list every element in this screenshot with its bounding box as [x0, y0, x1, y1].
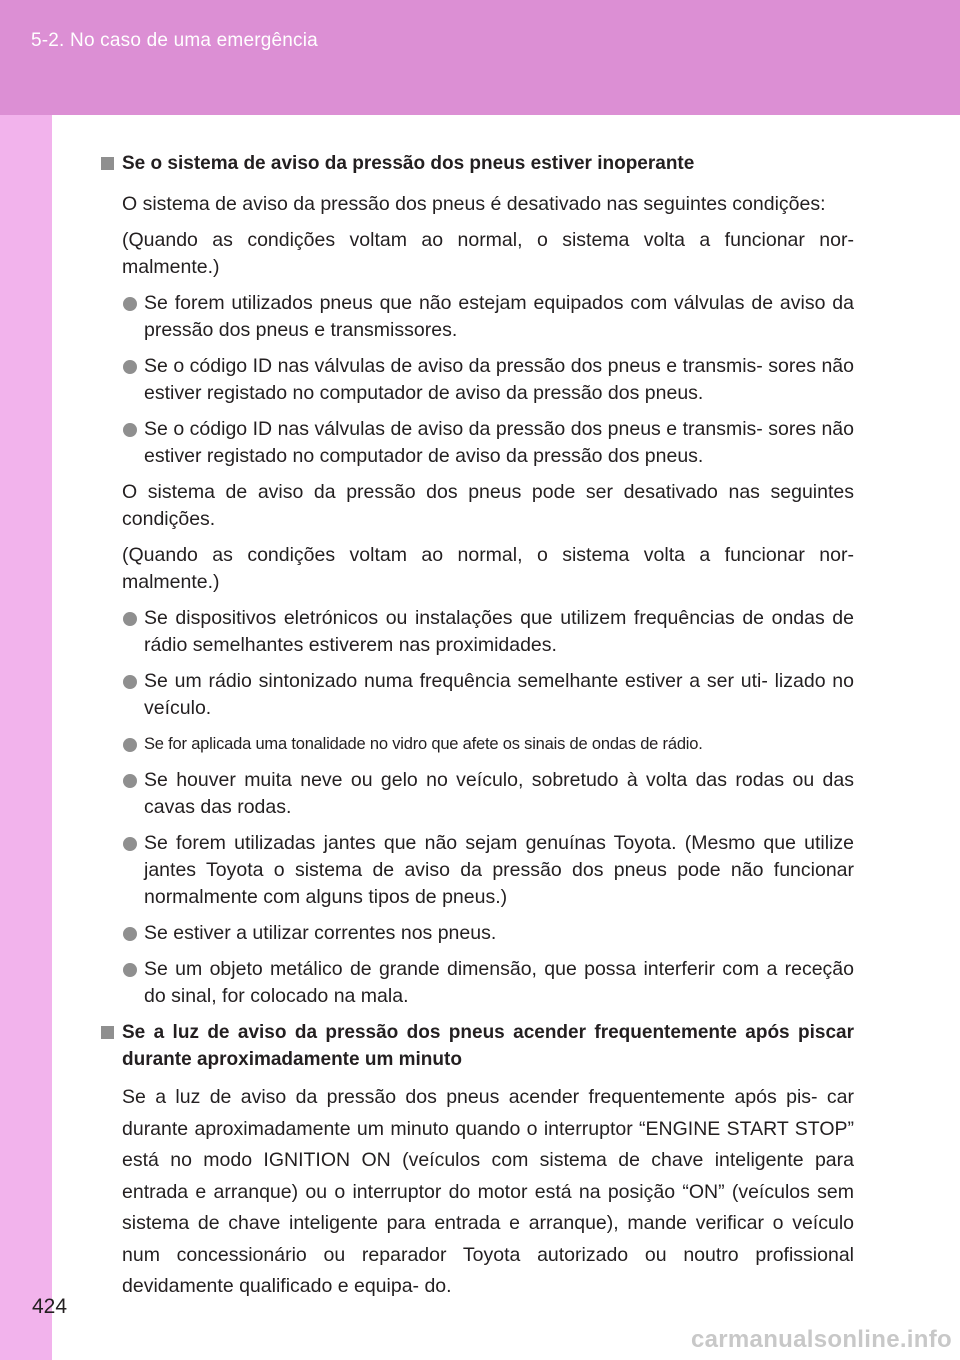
- circle-bullet-icon: [123, 738, 137, 752]
- page-content: [100, 150, 854, 1303]
- list-item: Se dispositivos eletrónicos ou instalações que utilizem frequências de ondas de rádio semelhantes estiverem nas proximidades.: [144, 605, 854, 659]
- list-item: Se o código ID nas válvulas de aviso da pressão dos pneus e transmis- sores não estiver registado no computador de aviso da pressão dos pneus.: [144, 353, 854, 407]
- chapter-title: 5-2. No caso de uma emergência: [31, 30, 318, 51]
- list-item: Se um rádio sintonizado numa frequência semelhante estiver a ser uti- lizado no veículo.: [144, 668, 854, 722]
- circle-bullet-icon: [123, 423, 137, 437]
- side-margin-strip: [0, 115, 52, 1360]
- watermark-text: carmanualsonline.info: [690, 1326, 952, 1353]
- list-item: Se for aplicada uma tonalidade no vidro que afete os sinais de ondas de rádio.: [144, 731, 854, 758]
- section-heading-inoperante: Se o sistema de aviso da pressão dos pneus estiver inoperante: [100, 150, 854, 177]
- circle-bullet-icon: [123, 837, 137, 851]
- paragraph-note: (Quando as condições voltam ao normal, o sistema volta a funcionar nor- malmente.): [122, 544, 854, 593]
- section-heading-frequente: Se a luz de aviso da pressão dos pneus acender frequentemente após piscar durante aproximadamente um minuto: [100, 1019, 854, 1073]
- circle-bullet-icon: [123, 360, 137, 374]
- page-number: 424: [32, 1295, 68, 1318]
- list-item: Se um objeto metálico de grande dimensão, que possa interferir com a receção do sinal, for colocado na mala.: [144, 956, 854, 1010]
- circle-bullet-icon: [123, 612, 137, 626]
- list-item: Se o código ID nas válvulas de aviso da pressão dos pneus e transmis- sores não estiver registado no computador de aviso da pressão dos pneus.: [144, 416, 854, 470]
- circle-bullet-icon: [123, 927, 137, 941]
- list-item: Se estiver a utilizar correntes nos pneus.: [144, 920, 854, 947]
- paragraph-intro: O sistema de aviso da pressão dos pneus é desativado nas seguintes condições:: [122, 193, 826, 215]
- paragraph-intro: O sistema de aviso da pressão dos pneus pode ser desativado nas seguintes condições.: [122, 481, 854, 530]
- list-item: Se forem utilizadas jantes que não sejam genuínas Toyota. (Mesmo que utilize jantes Toyota o sistema de aviso da pressão dos pneus pode não funcionar normalmente com alguns tipos de pneus.): [144, 830, 854, 911]
- list-item: Se forem utilizados pneus que não estejam equipados com válvulas de aviso da pressão dos pneus e transmissores.: [144, 290, 854, 344]
- circle-bullet-icon: [123, 675, 137, 689]
- circle-bullet-icon: [123, 963, 137, 977]
- paragraph-note: (Quando as condições voltam ao normal, o sistema volta a funcionar nor- malmente.): [122, 229, 854, 278]
- square-bullet-icon: [101, 157, 114, 170]
- square-bullet-icon: [101, 1026, 114, 1039]
- circle-bullet-icon: [123, 774, 137, 788]
- chapter-header: [0, 0, 960, 115]
- circle-bullet-icon: [123, 297, 137, 311]
- list-item: Se houver muita neve ou gelo no veículo, sobretudo à volta das rodas ou das cavas das rodas.: [144, 767, 854, 821]
- paragraph-body: Se a luz de aviso da pressão dos pneus acender frequentemente após pis- car durante aproximadamente um minuto quando o interruptor “ENGINE START STOP” está no modo IGNITION ON (veículos com sistema de chave inteligente para entrada e arranque) ou o interruptor do motor está na posição “ON” (veículos sem sistema de chave inteligente para entrada e arranque), mande verificar o veículo num concessionário ou reparador Toyota autorizado ou noutro profissional devidamente qualificado e equipa- do.: [122, 1086, 854, 1297]
